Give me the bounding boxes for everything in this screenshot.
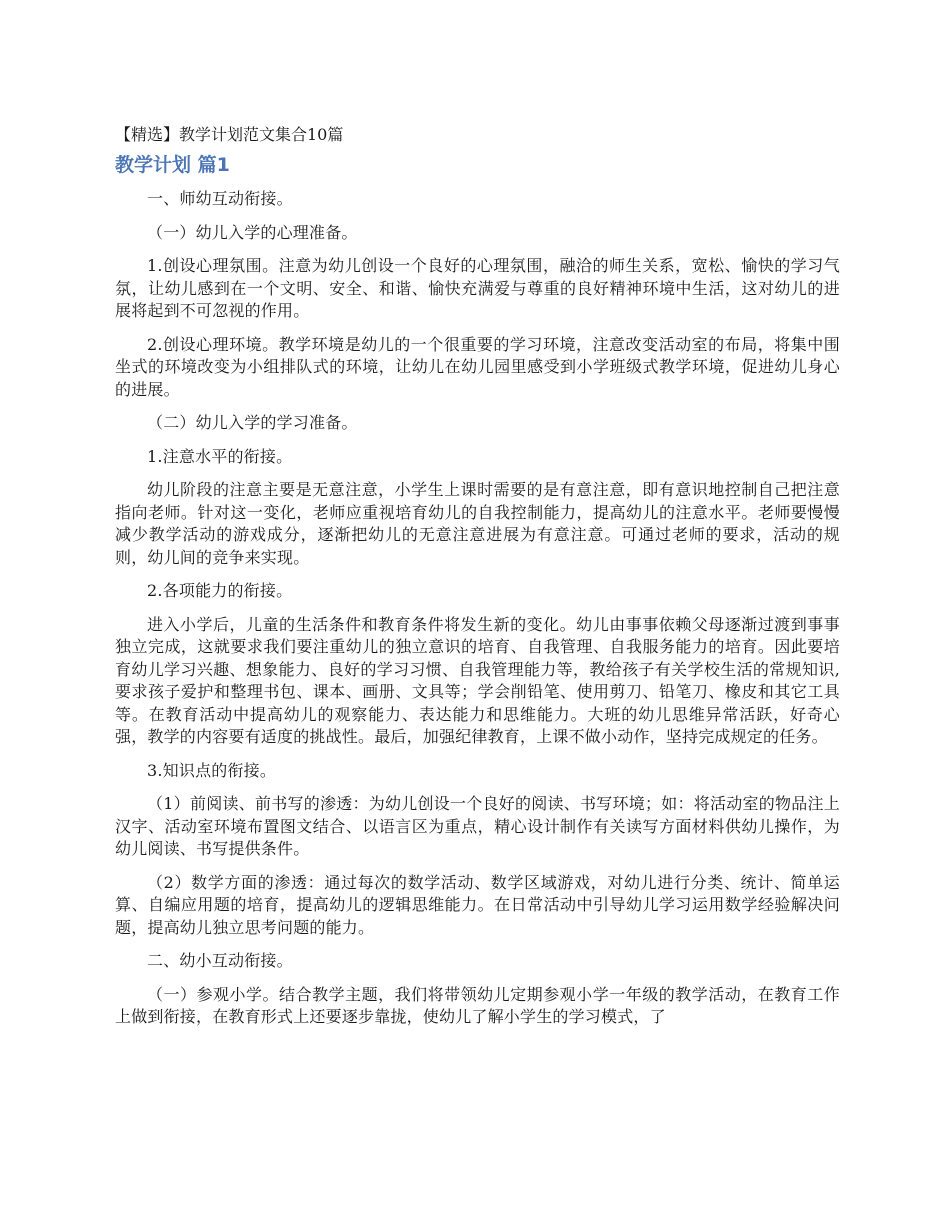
paragraph: （二）幼儿入学的学习准备。 xyxy=(147,413,358,432)
section-heading: 教学计划 篇1 xyxy=(115,154,230,176)
paragraph: 2.各项能力的衔接。 xyxy=(147,581,293,600)
paragraph: 1.创设心理氛围。注意为幼儿创设一个良好的心理氛围，融洽的师生关系，宽松、愉快的学习气氛，让幼儿感到在一个文明、安全、和谐、愉快充满爱与尊重的良好精神环境中生活，这对幼儿的进展将起到不可忽视的作用。 xyxy=(115,256,840,320)
paragraph: （一）参观小学。结合教学主题，我们将带领幼儿定期参观小学一年级的教学活动，在教育工作上做到衔接，在教育形式上还要逐步靠拢，使幼儿了解小学生的学习模式，了 xyxy=(115,984,840,1026)
paragraph: （1）前阅读、前书写的渗透：为幼儿创设一个良好的阅读、书写环境；如：将活动室的物品注上汉字、活动室环境布置图文结合、以语言区为重点，精心设计制作有关读写方面材料供幼儿操作，为幼儿阅读、书写提供条件。 xyxy=(115,794,840,858)
document-title: 【精选】教学计划范文集合10篇 xyxy=(115,125,344,144)
paragraph: 2.创设心理环境。教学环境是幼儿的一个很重要的学习环境，注意改变活动室的布局，将集中围坐式的环境改变为小组排队式的环境，让幼儿在幼儿园里感受到小学班级式教学环境，促进幼儿身心的进展。 xyxy=(115,334,840,399)
paragraph: 3.知识点的衔接。 xyxy=(147,760,277,780)
paragraph: 二、幼小互动衔接。 xyxy=(147,951,293,970)
paragraph: 一、师幼互动衔接。 xyxy=(147,189,293,208)
paragraph: （2）数学方面的渗透：通过每次的数学活动、数学区域游戏，对幼儿进行分类、统计、简单运算、自编应用题的培育，提高幼儿的逻辑思维能力。在日常活动中引导幼儿学习运用数学经验解决问题，提高幼儿独立思考问题的能力。 xyxy=(115,872,840,937)
paragraph: 进入小学后，儿童的生活条件和教育条件将发生新的变化。幼儿由事事依赖父母逐渐过渡到事事独立完成，这就要求我们要注重幼儿的独立意识的培育、自我管理、自我服务能力的培育。因此要培育幼儿学习兴趣、想象能力、良好的学习习惯、自我管理能力等，教给孩子有关学校生活的常规知识,要求孩子爱护和整理书包、课本、画册、文具等；学会削铅笔、使用剪刀、铅笔刀、橡皮和其它工具等。在教育活动中提高幼儿的观察能力、表达能力和思维能力。大班的幼儿思维异常活跃，好奇心强，教学的内容要有适度的挑战性。最后，加强纪律教育，上课不做小动作，坚持完成规定的任务。 xyxy=(115,614,840,746)
paragraph: 1.注意水平的衔接。 xyxy=(147,446,293,466)
document-body xyxy=(115,124,840,1040)
paragraph: （一）幼儿入学的心理准备。 xyxy=(147,222,358,242)
paragraph: 幼儿阶段的注意主要是无意注意，小学生上课时需要的是有意注意，即有意识地控制自己把注意指向老师。针对这一变化，老师应重视培育幼儿的自我控制能力，提高幼儿的注意水平。老师要慢慢减少教学活动的游戏成分，逐渐把幼儿的无意注意进展为有意注意。可通过老师的要求，活动的规则，幼儿间的竞争来实现。 xyxy=(115,480,840,567)
